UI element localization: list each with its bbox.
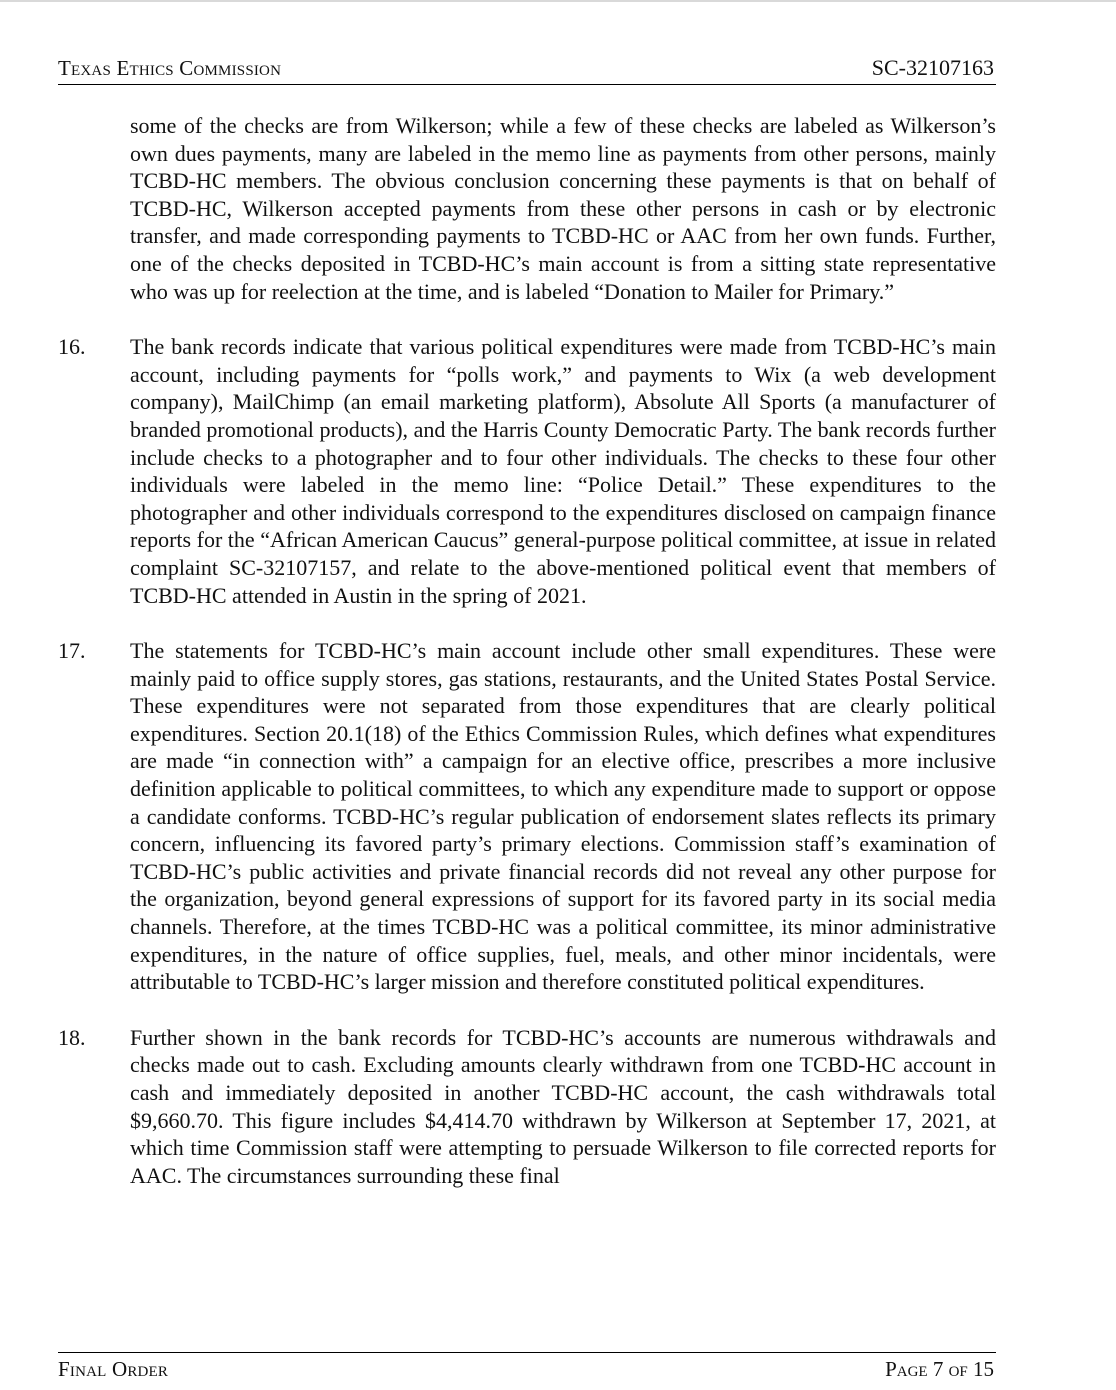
paragraph-text: The bank records indicate that various political expenditures were made from TCBD-HC’s main account, including payments for “polls work,” and payments to Wix (a web development company), MailChimp (an email marketing platform), Absolute All Sports (a manufacturer of branded promotional products), and the Harris County Democratic Party. The bank records further include checks to a photographer and to four other individuals. The checks to these four other individuals were labeled in the memo line: “Police Detail.” These expenditures to the photographer and other individuals correspond to the expenditures disclosed on campaign finance reports for the “African American Caucus” general-purpose political committee, at issue in related complaint SC-32107157, and relate to the above-mentioned political event that members of TCBD-HC attended in Austin in the spring of 2021. <box>130 334 996 608</box>
paragraph-number: 16. <box>58 334 86 360</box>
paragraph-continued <box>58 112 996 305</box>
paragraph-text: Further shown in the bank records for TCBD-HC’s accounts are numerous withdrawals and checks made out to cash. Excluding amounts clearly withdrawn from one TCBD-HC account in cash and immediately deposited in another TCBD-HC account, the cash withdrawals total $9,660.70. This figure includes $4,414.70 withdrawn by Wilkerson at September 17, 2021, at which time Commission staff were attempting to persuade Wilkerson to file corrected reports for AAC. The circumstances surrounding these final <box>130 1024 996 1188</box>
page-top-edge <box>0 0 1116 2</box>
paragraph-16 <box>58 333 996 609</box>
paragraph-17 <box>58 637 996 996</box>
paragraph-text: some of the checks are from Wilkerson; while a few of these checks are labeled as Wilkerson’s own dues payments, many are labeled in the memo line as payments from other persons, mainly TCBD-HC members. The obvious conclusion concerning these payments is that on behalf of TCBD-HC, Wilkerson accepted payments from these other persons in cash or by electronic transfer, and made corresponding payments to TCBD-HC or AAC from her own funds. Further, one of the checks deposited in TCBD-HC’s main account is from a sitting state representative who was up for reelection at the time, and is labeled “Donation to Mailer for Primary.” <box>130 113 996 304</box>
page-footer <box>58 1352 996 1389</box>
header-agency-name: Texas Ethics Commission <box>58 56 282 80</box>
page-header <box>58 52 996 85</box>
paragraph-18 <box>58 1024 996 1190</box>
footer-document-type: Final Order <box>58 1357 169 1381</box>
document-body <box>58 112 996 1217</box>
footer-page-number: Page 7 of 15 <box>885 1357 994 1381</box>
paragraph-number: 17. <box>58 638 86 664</box>
paragraph-text: The statements for TCBD-HC’s main account include other small expenditures. These were mainly paid to office supply stores, gas stations, restaurants, and the United States Postal Service. These expenditures were not separated from those expenditures that are clearly political expenditures. Section 20.1(18) of the Ethics Commission Rules, which defines what expenditures are made “in connection with” a campaign for an elective office, prescribes a more inclusive definition applicable to political committees, to which any expenditure made to support or oppose a candidate conforms. TCBD-HC’s regular publication of endorsement slates reflects its primary concern, influencing its favored party’s primary elections. Commission staff’s examination of TCBD-HC’s public activities and private financial records did not reveal any other purpose for the organization, beyond general expressions of support for its favored party in its social media channels. Therefore, at the times TCBD-HC was a political committee, its minor administrative expenditures, in the nature of office supplies, fuel, meals, and other minor incidentals, were attributable to TCBD-HC’s larger mission and therefore constituted political expenditures. <box>130 638 996 995</box>
header-case-number: SC-32107163 <box>871 55 994 80</box>
paragraph-number: 18. <box>58 1024 86 1050</box>
